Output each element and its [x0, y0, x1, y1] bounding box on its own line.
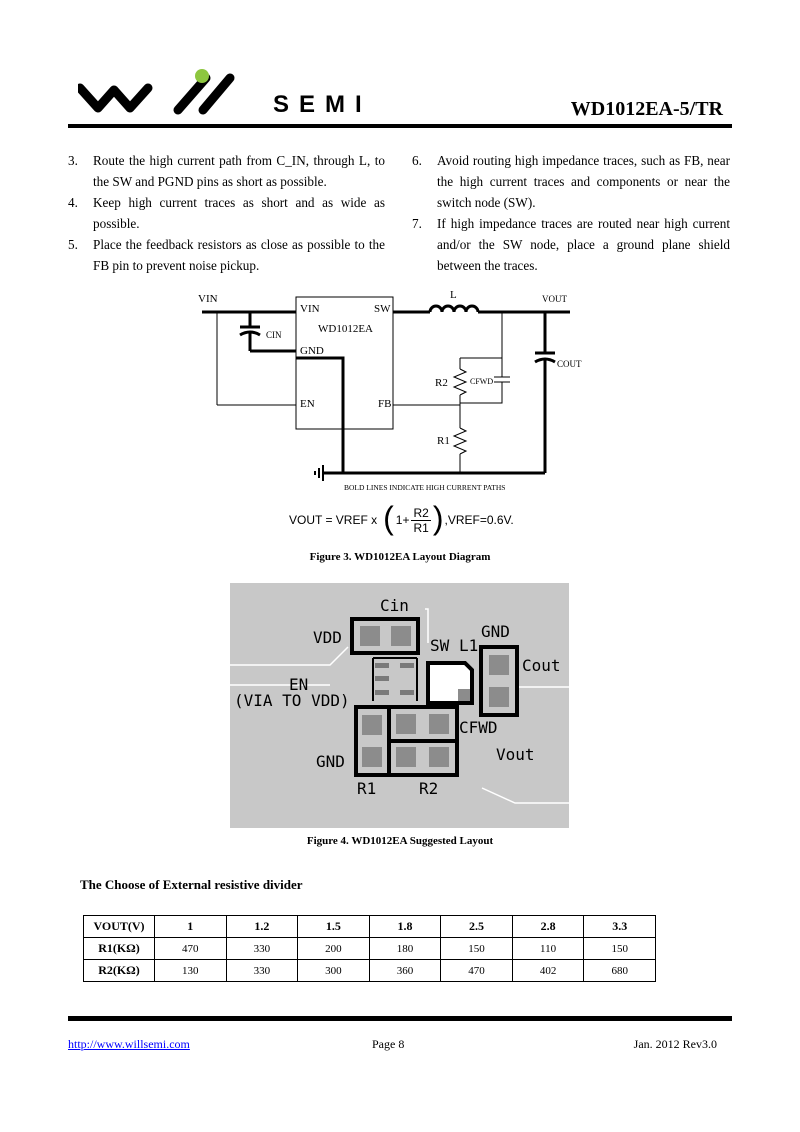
- table-cell: 180: [369, 938, 441, 960]
- table-cell: 402: [512, 960, 584, 982]
- formula-one: 1+: [395, 513, 410, 527]
- list-item: 5. Place the feedback resistors as close as possible to the FB pin to prevent noise pickup.: [68, 237, 385, 273]
- layout-label-gnd-top: GND: [481, 622, 510, 641]
- label-ic-en: EN: [300, 398, 315, 410]
- list-item: 7. If high impedance traces are routed near high current and/or the SW node, place a ground plane shield between the traces.: [412, 216, 730, 273]
- table-cell: 330: [226, 938, 298, 960]
- suggested-layout-figure: [230, 583, 569, 828]
- brand-text: SEMI: [273, 91, 372, 118]
- label-r2: R2: [435, 377, 448, 389]
- table-title: The Choose of External resistive divider: [80, 877, 303, 892]
- formula-denominator: R1: [413, 520, 429, 535]
- footer-link-wrap: [68, 1037, 190, 1052]
- layout-label-vdd: VDD: [313, 628, 342, 647]
- guideline-list-right: [412, 150, 730, 276]
- layout-label-l1: L1: [459, 636, 479, 655]
- table-cell: R1(KΩ): [84, 938, 155, 960]
- layout-label-vout: Vout: [496, 745, 535, 764]
- table-header-cell: 1: [155, 916, 227, 938]
- label-ic-fb: FB: [378, 398, 392, 410]
- table-header-cell: 1.2: [226, 916, 298, 938]
- layout-label-cfwd: CFWD: [459, 718, 498, 737]
- table-cell: 200: [298, 938, 370, 960]
- layout-label-sw: SW: [430, 636, 450, 655]
- label-cout: COUT: [557, 359, 582, 369]
- layout-label-via: (VIA TO VDD): [234, 691, 350, 710]
- table-row: [84, 938, 656, 960]
- layout-schematic: [190, 285, 600, 495]
- figure3-caption: Figure 3. WD1012EA Layout Diagram: [309, 551, 491, 563]
- guideline-list-left: [68, 150, 385, 276]
- label-inductor: L: [450, 289, 457, 301]
- label-vin: VIN: [198, 293, 218, 305]
- table-cell: 470: [155, 938, 227, 960]
- table-header-cell: 1.5: [298, 916, 370, 938]
- footer-website-link[interactable]: http://www.willsemi.com: [68, 1037, 190, 1051]
- table-cell: 130: [155, 960, 227, 982]
- table-header-cell: 2.8: [512, 916, 584, 938]
- formula-lhs: VOUT = VREF x: [289, 513, 378, 527]
- table-cell: 150: [584, 938, 656, 960]
- part-number: WD1012EA-5/TR: [570, 98, 723, 120]
- label-vout: VOUT: [542, 294, 567, 304]
- table-header-cell: 2.5: [441, 916, 513, 938]
- table-header-cell: VOUT(V): [84, 916, 155, 938]
- list-item: 4. Keep high current traces as short and as wide as possible.: [68, 195, 385, 231]
- layout-label-en: EN: [289, 675, 309, 694]
- label-cin: CIN: [266, 330, 282, 340]
- label-cfwd: CFWD: [470, 377, 494, 386]
- table-cell: 330: [226, 960, 298, 982]
- layout-label-r2: R2: [419, 779, 439, 798]
- list-item: 6. Avoid routing high impedance traces, such as FB, near the high current traces and components or near the switch node (SW).: [412, 153, 730, 210]
- label-ic-name: WD1012EA: [318, 323, 373, 335]
- vout-formula: VOUT = VREF x ( 1+ $\frac{R2}{R1}$ ) ,VREF=0.6V.: [289, 499, 514, 536]
- resistive-divider-table: [83, 915, 656, 982]
- revision-date: Jan. 2012 Rev3.0: [633, 1037, 717, 1051]
- footer-rule: [68, 1016, 732, 1021]
- label-ic-sw: SW: [374, 303, 391, 315]
- table-header-row: [84, 916, 656, 938]
- layout-label-gnd: GND: [316, 752, 345, 771]
- table-cell: 150: [441, 938, 513, 960]
- table-cell: 680: [584, 960, 656, 982]
- label-r1: R1: [437, 435, 450, 447]
- table-cell: 470: [441, 960, 513, 982]
- schematic-note: BOLD LINES INDICATE HIGH CURRENT PATHS: [344, 483, 506, 492]
- page-number: Page 8: [372, 1037, 405, 1051]
- table-header-cell: 1.8: [369, 916, 441, 938]
- layout-label-cin: Cin: [380, 596, 409, 615]
- brand-logo: [78, 66, 253, 118]
- table-row: [84, 960, 656, 982]
- figure4-caption: Figure 4. WD1012EA Suggested Layout: [306, 835, 494, 847]
- table-header-cell: 3.3: [584, 916, 656, 938]
- formula-rhs: ,VREF=0.6V.: [444, 513, 514, 527]
- table-cell: 300: [298, 960, 370, 982]
- header-rule: [68, 124, 732, 128]
- table-cell: 110: [512, 938, 584, 960]
- table-cell: 360: [369, 960, 441, 982]
- label-ic-vin: VIN: [300, 303, 320, 315]
- layout-label-r1: R1: [357, 779, 377, 798]
- list-item: 3. Route the high current path from C_IN, through L, to the SW and PGND pins as short as possible.: [68, 153, 385, 189]
- label-ic-gnd: GND: [300, 345, 324, 357]
- layout-label-cout: Cout: [522, 656, 561, 675]
- table-cell: R2(KΩ): [84, 960, 155, 982]
- formula-numerator: R2: [413, 505, 429, 520]
